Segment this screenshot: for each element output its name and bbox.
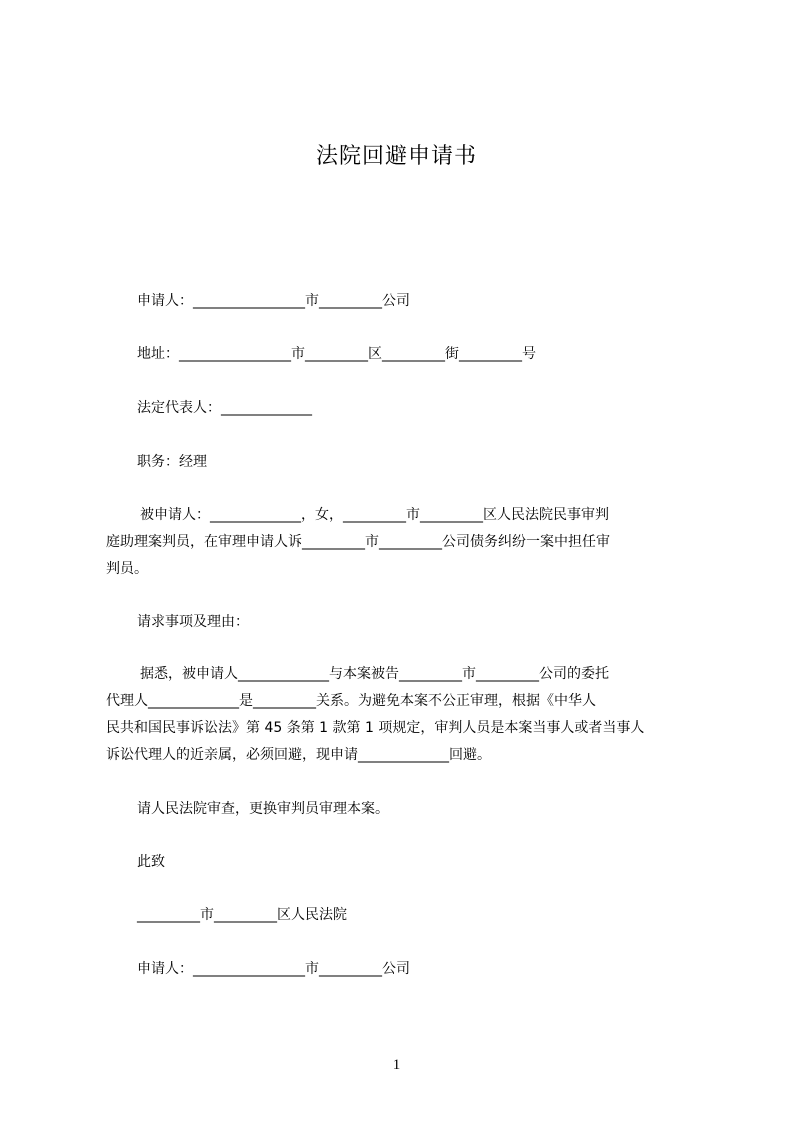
respondent-line-1: 被申请人：_____________，女，_________市_________区人民法院民事审判 <box>140 507 609 523</box>
reason-line-2: 代理人_____________是_________关系。为避免本案不公正审理，根据《中华人 <box>106 693 596 709</box>
respondent-line-3: 判员。 <box>106 561 148 577</box>
reason-line-1: 据悉，被申请人_____________与本案被告_________市_________公司的委托 <box>140 666 609 682</box>
position-line: 职务：经理 <box>137 454 207 470</box>
reason-line-3: 民共和国民事诉讼法》第 45 条第 1 款第 1 项规定，审判人员是本案当事人或者当事人 <box>106 720 645 736</box>
review-request-line: 请人民法院审查，更换审判员审理本案。 <box>137 801 389 817</box>
address-line: 地址：________________市_________区_________街_________号 <box>137 346 536 362</box>
salutation-line: 此致 <box>137 854 165 870</box>
applicant-line: 申请人：________________市_________公司 <box>137 293 410 309</box>
request-heading: 请求事项及理由： <box>137 614 249 630</box>
reason-line-4: 诉讼代理人的近亲属，必须回避，现申请_____________回避。 <box>106 747 491 763</box>
signature-applicant-line: 申请人：________________市_________公司 <box>137 961 410 977</box>
court-line: _________市_________区人民法院 <box>137 907 347 923</box>
document-title: 法院回避申请书 <box>315 144 477 169</box>
page-number: 1 <box>392 1057 401 1073</box>
legal-representative-line: 法定代表人：_____________ <box>137 400 312 416</box>
respondent-line-2: 庭助理案判员，在审理申请人诉_________市_________公司债务纠纷一案中担任审 <box>106 534 610 550</box>
